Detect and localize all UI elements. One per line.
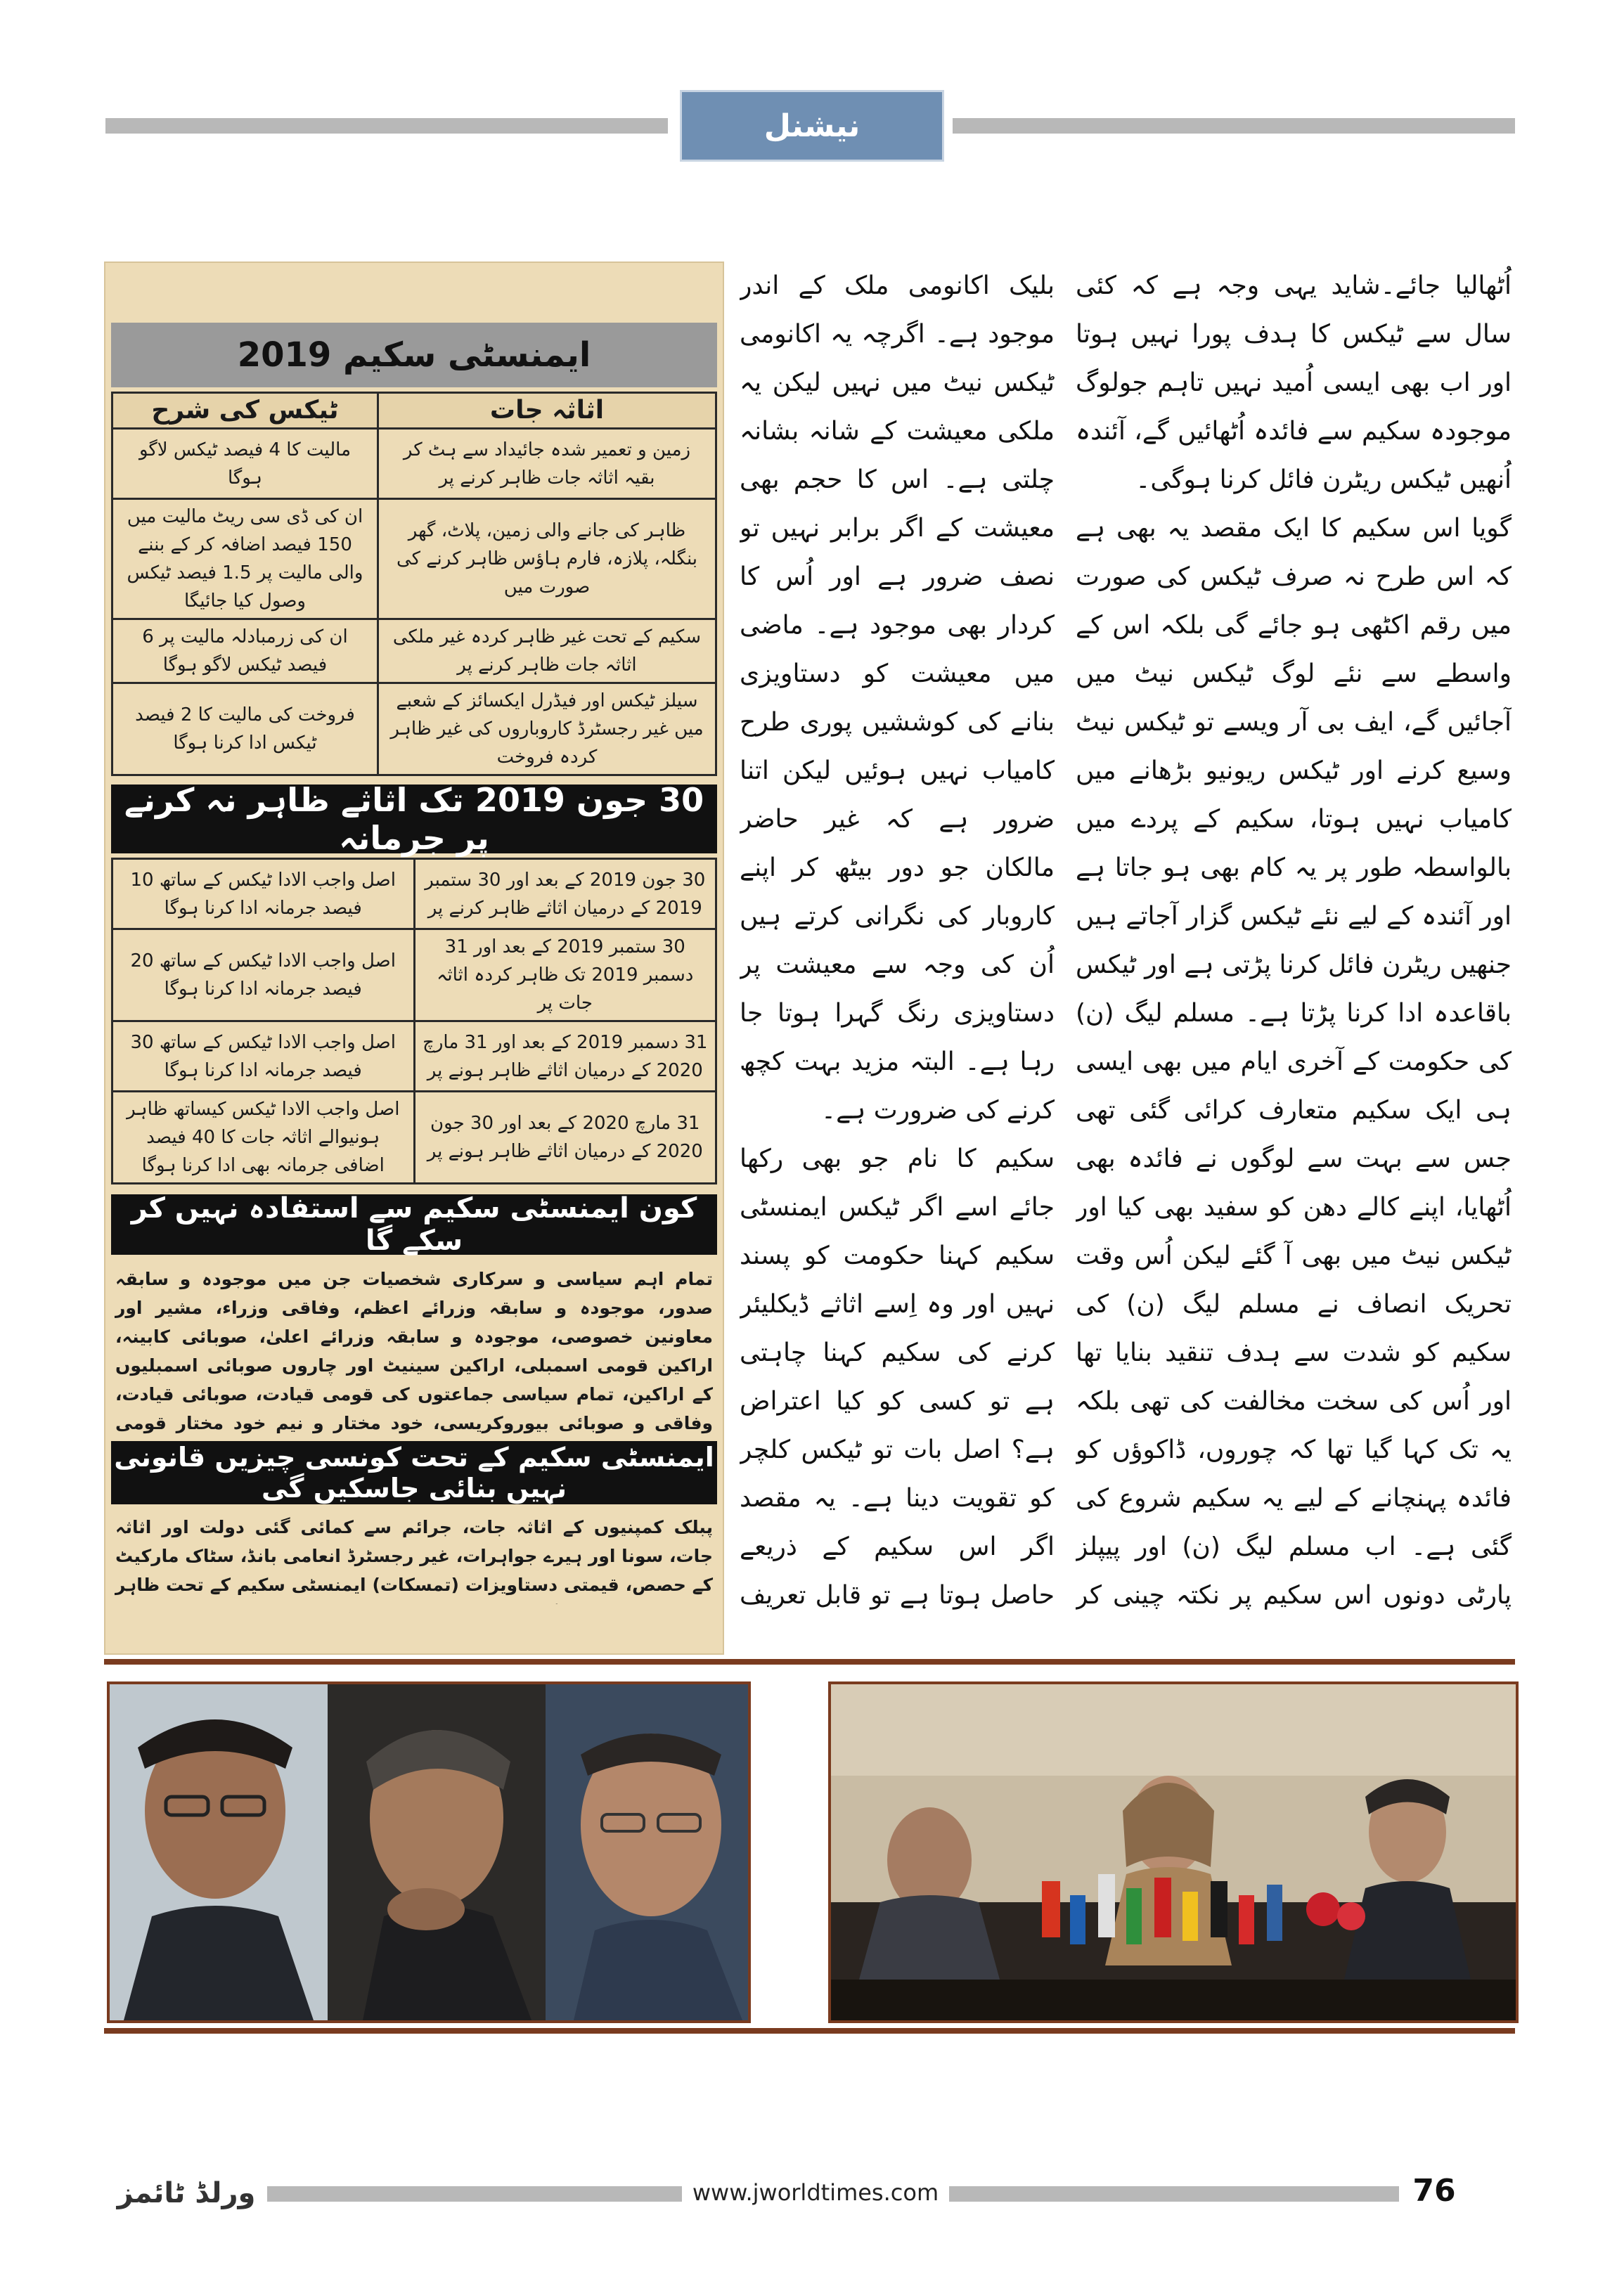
tax-rate-table bbox=[111, 392, 717, 776]
excluded-items-band: ایمنسٹی سکیم کے تحت کونسی چیزیں قانونی نہیں بنائی جاسکیں گی bbox=[111, 1441, 717, 1504]
table2-wrap bbox=[105, 853, 723, 1184]
sidebar-title: ایمنسٹی سکیم 2019 bbox=[111, 323, 717, 387]
table-cell: سیلز ٹیکس اور فیڈرل ایکسائز کے شعبے میں غیر رجسٹرڈ کاروباروں کی غیر ظاہر کردہ فروخت bbox=[378, 683, 716, 775]
table-row bbox=[112, 429, 716, 499]
table-row bbox=[112, 619, 716, 683]
table-cell: اصل واجب الادا ٹیکس کے ساتھ 20 فیصد جرمانہ ادا کرنا ہوگا bbox=[112, 929, 415, 1021]
paragraph: گویا اس سکیم کا ایک مقصد یہ بھی ہے کہ اس طرح نہ صرف ٹیکس کی صورت میں رقم اکٹھی ہو جائے گی بلکہ اس کے واسطے سے نئے لوگ ٹیکس نیٹ میں آجائیں گے، ایف بی آر ویسے تو ٹیکس نیٹ وسیع کرنے اور ٹیکس ریونیو بڑھانے میں کامیاب نہیں ہوتا، سکیم کے پردے میں بالواسطہ طور پر یہ کام بھی ہو جاتا ہے اور آئندہ کے لیے نئے ٹیکس گزار آجاتے ہیں جنھیں ریٹرن فائل کرنا پڑتی ہے اور ٹیکس باقاعدہ ادا کرنا پڑتا ہے۔ مسلم لیگ (ن) کی حکومت کے آخری ایام میں بھی ایسی ہی ایک سکیم متعارف کرائی گئی تھی جس سے بہت سے لوگوں نے فائدہ بھی اُٹھایا، اپنے کالے دھن کو سفید بھی کیا اور ٹیکس نیٹ میں بھی آ گئے لیکن اُس وقت تحریک انصاف نے مسلم لیگ (ن) کی سکیم کو شدت سے ہدف تنقید بنایا تھا اور اُس کی سخت مخالفت کی تھی بلکہ یہ تک کہا گیا تھا کہ چوروں، ڈاکوؤں کو فائدہ پہنچانے کے لیے یہ سکیم شروع کی گئی ہے۔ اب مسلم لیگ (ن) اور پیپلز پارٹی دونوں اس سکیم پر نکتہ چینی کر bbox=[1076, 514, 1512, 1610]
table-cell: 30 جون 2019 کے بعد اور 30 ستمبر 2019 کے درمیان اثاثے ظاہر کرنے پر bbox=[414, 859, 716, 929]
portraits-image bbox=[110, 1684, 748, 2020]
header-bar-left bbox=[105, 118, 668, 134]
table-row bbox=[112, 499, 716, 619]
table-cell: مالیت کا 4 فیصد ٹیکس لاگو ہوگا bbox=[112, 429, 378, 499]
header-bar-right bbox=[953, 118, 1515, 134]
table-cell: سکیم کے تحت غیر ظاہر کردہ غیر ملکی اثاثہ جات ظاہر کرنے پر bbox=[378, 619, 716, 683]
penalty-band: 30 جون 2019 تک اثاثے ظاہر نہ کرنے پر جرمانہ bbox=[111, 785, 717, 853]
press-conference-image bbox=[831, 1684, 1516, 2020]
table-cell: ظاہر کی جانے والی زمین، پلاٹ، گھر بنگلہ، پلازہ، فارم ہاؤس ظاہر کرنے کی صورت میں bbox=[378, 499, 716, 619]
table-cell: اصل واجب الادا ٹیکس کے ساتھ 30 فیصد جرمانہ ادا کرنا ہوگا bbox=[112, 1021, 415, 1092]
excluded-items-paragraph: پبلک کمپنیوں کے اثاثہ جات، جرائم سے کمائی گئی دولت اور اثاثہ جات، سونا اور ہیرے جواہرات، غیر رجسٹرڈ انعامی بانڈ، سٹاک مارکیٹ کے حصص، قیمتی دستاویزات (تمسکات) ایمنسٹی سکیم کے تحت ظاہر bbox=[115, 1517, 713, 1595]
table-cell: 30 ستمبر 2019 کے بعد اور 31 دسمبر 2019 تک ظاہر کردہ اثاثہ جات پر bbox=[414, 929, 716, 1021]
table-cell: ان کی ڈی سی ریٹ مالیت میں 150 فیصد اضافہ کر کے بننے والی مالیت پر 1.5 فیصد ٹیکس وصول کیا جائیگا bbox=[112, 499, 378, 619]
table-cell: 31 دسمبر 2019 کے بعد اور 31 مارچ 2020 کے درمیان اثاثے ظاہر ہونے پر bbox=[414, 1021, 716, 1092]
footer-url[interactable]: www.jworldtimes.com bbox=[692, 2179, 939, 2206]
paragraph: بلیک اکانومی ملک کے اندر موجود ہے۔ اگرچہ یہ اکانومی ٹیکس نیٹ میں نہیں لیکن یہ ملکی معیشت کے شانہ بشانہ چلتی ہے۔ اس کا حجم بھی معیشت کے اگر برابر نہیں تو نصف ضرور ہے اور اُس کا کردار بھی موجود ہے۔ ماضی میں معیشت کو دستاویزی بنانے کی کوششیں پوری طرح کامیاب نہیں ہوئیں لیکن اتنا ضرور ہے کہ غیر حاضر مالکان جو دور بیٹھ کر اپنے کاروبار کی نگرانی کرتے ہیں اُن کی وجہ سے معیشت پر دستاویزی رنگ گہرا ہوتا جا رہا ہے۔ البتہ مزید بہت کچھ کرنے کی ضرورت ہے۔ bbox=[740, 271, 1055, 1125]
table-cell: 31 مارچ 2020 کے بعد اور 30 جون 2020 کے درمیان اثاثے ظاہر ہونے پر bbox=[414, 1092, 716, 1184]
press-conference-photo bbox=[828, 1681, 1519, 2023]
table-cell: ان کی زرمبادلہ مالیت پر 6 فیصد ٹیکس لاگو ہوگا bbox=[112, 619, 378, 683]
article-column-right bbox=[1076, 262, 1512, 1625]
table-row bbox=[112, 1021, 716, 1092]
table-row bbox=[112, 1092, 716, 1184]
ineligible-paragraph: تمام اہم سیاسی و سرکاری شخصیات جن میں موجودہ و سابقہ صدور، موجودہ و سابقہ وزرائے اعظم، وفاقی وزراء، مشیر اور معاونین خصوصی، موجودہ و سابقہ وزرائے اعلیٰ، صوبائی کابینہ، اراکین قومی اسمبلی، اراکین سینیٹ اور چاروں صوبائی اسمبلیوں کے اراکین، تمام سیاسی جماعتوں کی قومی قیادت، صوبائی قیادت، وفاقی و صوبائی بیوروکریسی، خود مختار و نیم خود مختار قومی bbox=[115, 1269, 713, 1433]
amnesty-sidebar bbox=[104, 262, 724, 1655]
table1-wrap bbox=[105, 387, 723, 776]
table-row bbox=[112, 683, 716, 775]
table-cell: اصل واجب الادا ٹیکس کے ساتھ 10 فیصد جرمانہ ادا کرنا ہوگا bbox=[112, 859, 415, 929]
section-label: نیشنل bbox=[763, 108, 861, 144]
table-cell: فروخت کی مالیت کا 2 فیصد ٹیکس ادا کرنا ہوگا bbox=[112, 683, 378, 775]
ineligible-band: کون ایمنسٹی سکیم سے استفادہ نہیں کر سکے گا bbox=[111, 1194, 717, 1255]
photo-row-bottom-border bbox=[104, 2028, 1515, 2034]
footer-brand-text: ورلڈ ٹائمز bbox=[117, 2177, 256, 2209]
table-cell: اصل واجب الادا ٹیکس کیساتھ ظاہر ہونیوالے اثاثہ جات کا 40 فیصد اضافی جرمانہ بھی ادا کرنا ہوگا bbox=[112, 1092, 415, 1184]
portraits-photo bbox=[107, 1681, 751, 2023]
table-cell: زمین و تعمیر شدہ جائیداد سے ہٹ کر بقیہ اثاثہ جات ظاہر کرنے پر bbox=[378, 429, 716, 499]
article-column-middle bbox=[740, 262, 1055, 1625]
section-badge bbox=[680, 90, 944, 162]
photo-row-top-border bbox=[104, 1659, 1515, 1665]
paragraph: اُٹھالیا جائے۔شاید یہی وجہ ہے کہ کئی سال سے ٹیکس کا ہدف پورا نہیں ہوتا اور اب بھی ایسی اُمید نہیں تاہم جولوگ موجودہ سکیم سے فائدہ اُٹھائیں گے، آئندہ اُنھیں ٹیکس ریٹرن فائل کرنا ہوگی۔ bbox=[1076, 271, 1512, 494]
table-row bbox=[112, 929, 716, 1021]
paragraph: سکیم کا نام جو بھی رکھا جائے اسے اگر ٹیکس ایمنسٹی سکیم کہنا حکومت کو پسند نہیں اور وہ اِسے اثاثے ڈیکلیئر کرنے کی سکیم کہنا چاہتی ہے تو کسی کو کیا اعتراض ہے؟ اصل بات تو ٹیکس کلچر کو تقویت دینا ہے۔ یہ مقصد اگر اس سکیم کے ذریعے حاصل ہوتا ہے تو قابل تعریف bbox=[740, 1144, 1055, 1610]
header-assets: اثاثہ جات bbox=[378, 393, 716, 429]
table-row bbox=[112, 859, 716, 929]
page-number: 76 bbox=[1412, 2173, 1456, 2209]
penalty-table bbox=[111, 858, 717, 1184]
header-tax-rate: ٹیکس کی شرح bbox=[112, 393, 378, 429]
